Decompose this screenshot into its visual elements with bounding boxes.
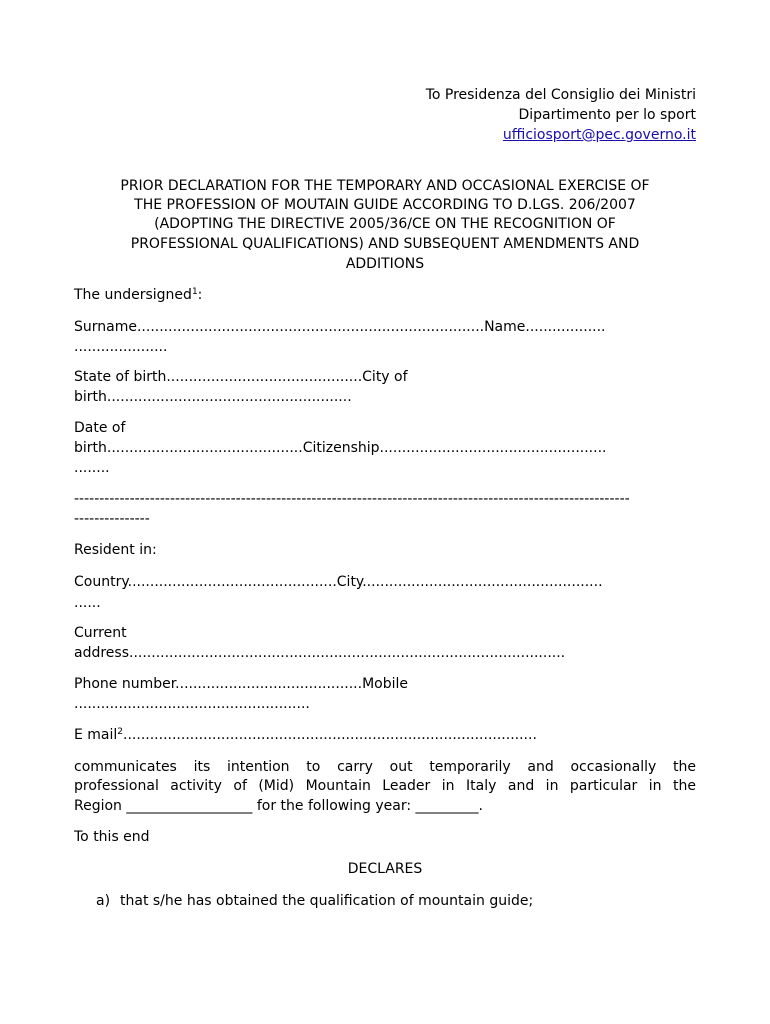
birth-city-field-cont: birth....................................................... bbox=[74, 389, 352, 405]
country-city-field: Country...............................................City...................................................... bbox=[74, 574, 603, 590]
list-item-a-marker: a) bbox=[96, 893, 111, 909]
communicates-line-1: communicates its intention to carry out temporarily and occasionally the bbox=[74, 759, 696, 775]
title-line-3: (ADOPTING THE DIRECTIVE 2005/36/CE ON THE RECOGNITION OF bbox=[154, 216, 616, 232]
separator-line-cont: --------------- bbox=[74, 511, 150, 527]
footnote-ref-1: 1 bbox=[191, 287, 198, 297]
footnote-ref-2: 2 bbox=[117, 727, 124, 737]
undersigned-label bbox=[74, 285, 202, 305]
declares-heading: DECLARES bbox=[347, 861, 423, 877]
title-line-2: THE PROFESSION OF MOUTAIN GUIDE ACCORDING TO D.LGS. 206/2007 bbox=[134, 197, 636, 213]
citizenship-field-cont: ........ bbox=[74, 460, 110, 476]
birth-date-citizenship-field: birth............................................Citizenship................................................... bbox=[74, 440, 607, 456]
email-field bbox=[74, 725, 537, 745]
title-line-5: ADDITIONS bbox=[345, 256, 425, 272]
recipient-email-link[interactable]: ufficiosport@pec.governo.it bbox=[502, 127, 696, 143]
country-city-field-cont: ...... bbox=[74, 595, 101, 611]
email-label: E mail bbox=[74, 727, 118, 743]
phone-mobile-field: Phone number..........................................Mobile bbox=[74, 676, 409, 692]
separator-line: -------------------------------------------------------------------------------------------------------------- bbox=[74, 491, 630, 507]
undersigned-text: The undersigned bbox=[74, 287, 192, 303]
title-line-1: PRIOR DECLARATION FOR THE TEMPORARY AND OCCASIONAL EXERCISE OF bbox=[120, 178, 650, 194]
communicates-line-3: Region __________________ for the following year: _________. bbox=[74, 798, 483, 814]
email-dots: ............................................................................................. bbox=[123, 727, 537, 743]
surname-name-field-cont: ..................... bbox=[74, 339, 168, 355]
recipient-line-1: To Presidenza del Consiglio dei Ministri bbox=[425, 87, 696, 103]
resident-label: Resident in: bbox=[74, 542, 157, 558]
title-line-4: PROFESSIONAL QUALIFICATIONS) AND SUBSEQUENT AMENDMENTS AND bbox=[130, 236, 640, 252]
list-item-a-text: that s/he has obtained the qualification of mountain guide; bbox=[120, 893, 534, 909]
to-this-end-text: To this end bbox=[74, 829, 150, 845]
date-of-birth-label: Date of bbox=[74, 420, 126, 436]
address-field: address.................................................................................................. bbox=[74, 645, 566, 661]
surname-name-field: Surname..............................................................................Name.................. bbox=[74, 319, 606, 335]
birth-state-city-field: State of birth............................................City of bbox=[74, 369, 408, 385]
undersigned-colon: : bbox=[197, 287, 203, 303]
mobile-field-cont: ..................................................... bbox=[74, 696, 310, 712]
communicates-line-2: professional activity of (Mid) Mountain Leader in Italy and in particular in the bbox=[74, 778, 696, 794]
current-address-label: Current bbox=[74, 625, 127, 641]
recipient-line-2: Dipartimento per lo sport bbox=[518, 107, 696, 123]
